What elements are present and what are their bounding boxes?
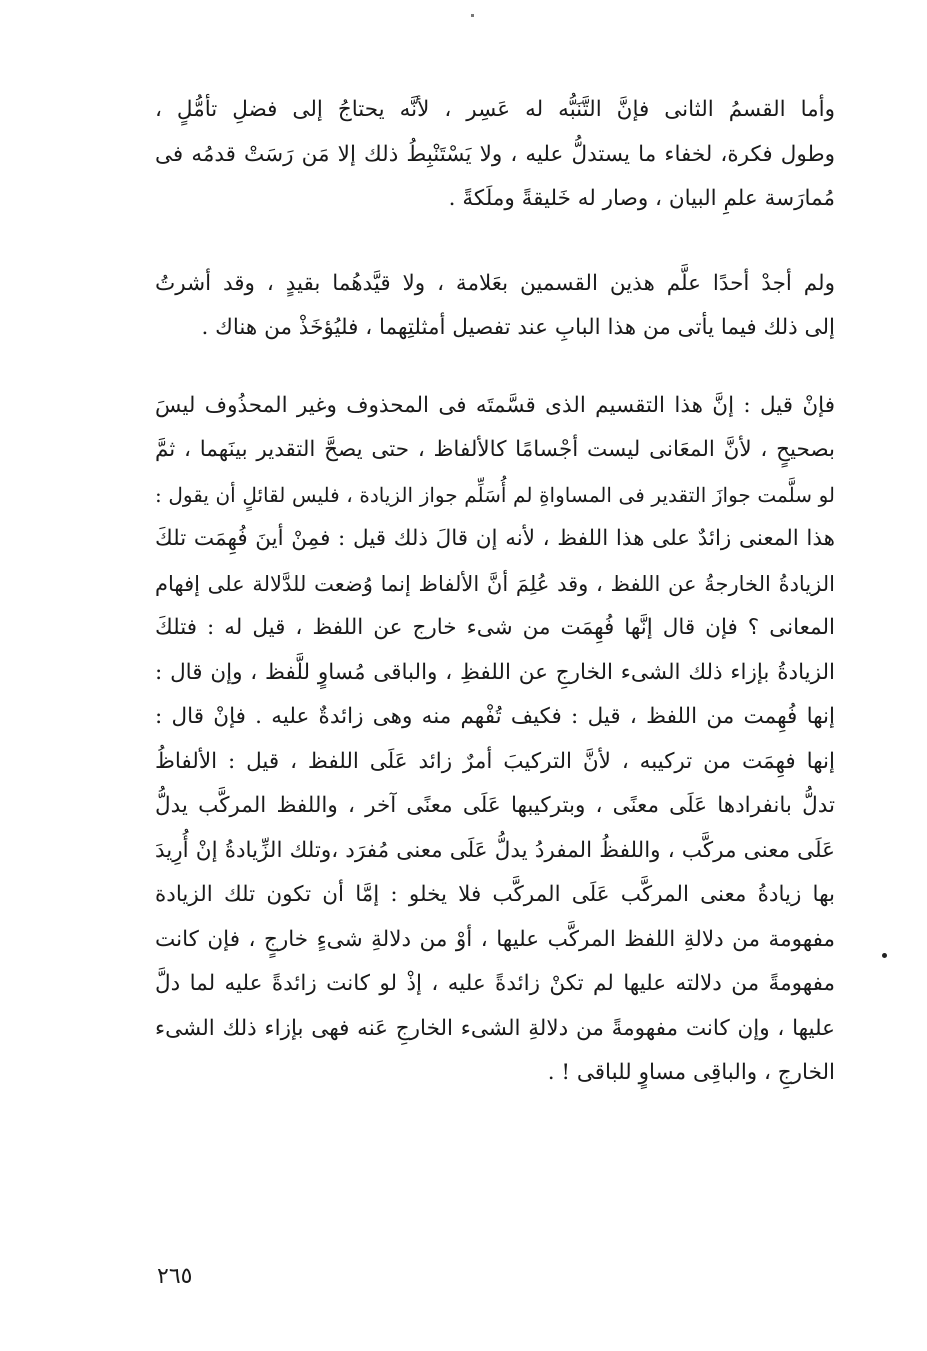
text-line: المعانى ؟ فإن قال إنَّها فُهِمَت من شىء خارج عن اللفظ ، قيل له : فتلكَ (155, 615, 835, 640)
text-line: مفهومة من دلالةِ اللفظ المركَّب عليها ، أوْ من دلالةِ شىءٍ خارجٍ ، فإن كانت (155, 926, 835, 952)
text-line: عليها ، وإن كانت مفهومةً من دلالةِ الشىء الخارجِ عَنه فهى بإزاء ذلك الشىء (155, 1015, 835, 1041)
scan-speck (471, 14, 474, 17)
text-line: بها زيادةُ معنى المركَّب عَلَى المركَّب فلا يخلو : إمَّا أن تكون تلك الزيادة (155, 882, 835, 907)
page-body (155, 88, 835, 1096)
text-line: لو سلَّمت جوازَ التقدير فى المساواةِ لم أُسَلِّم جواز الزيادة ، فليس لقائلٍ أن يقول : (155, 482, 835, 507)
text-line: وطول فكرة، لخفاء ما يستدلُّ عليه ، ولا يَسْتَنْبِطُ ذلك إلا مَن رَسَتْ قدمُه فى (155, 141, 835, 167)
page-number: ٢٦٥ (157, 1264, 193, 1289)
paragraph-gap (155, 222, 835, 262)
text-line: إنها فهِمَت من تركيبه ، لأنَّ التركيبَ أمرٌ زائد عَلَى اللفظ ، قيل : الألفاظُ (155, 748, 835, 774)
text-line: بصحيحٍ ، لأنَّ المعَانى ليست أجْسامًا كالألفاظ ، حتى يصحَّ التقدير بينَهما ، ثمَّ (155, 437, 835, 462)
text-line: الزيادةُ الخارجةُ عن اللفظ ، وقد عُلِمَ أنَّ الألفاظ إنما وُضعت للدَّلالة على إفهام (155, 571, 835, 596)
paragraph-2 (155, 262, 835, 351)
text-line: مفهومةً من دلالته عليها لم تكنْ زائدةً عليه ، إذْ لو كانت زائدةً عليه لما دلَّ (155, 971, 835, 996)
paragraph-1 (155, 88, 835, 222)
text-line: الخارجِ ، والباقِى مساوٍ للباقى ! . (547, 1060, 835, 1085)
paragraph-3 (155, 384, 835, 1096)
text-line: ولم أجدْ أحدًا علَّم هذين القسمين بعَلامة ، ولا قيَّدهُما بقيدٍ ، وقد أشرتُ (155, 270, 835, 296)
text-line: فإنْ قيل : إنَّ هذا التقسيم الذى قسَّمتَه فى المحذوف وغير المحذُوف ليسَ (155, 392, 835, 418)
text-line: الزيادةُ بإزاء ذلك الشىء الخارجِ عن اللفظِ ، والباقى مُساوٍ للَّفظ ، وإن قال : (155, 659, 835, 685)
text-line: تدلُّ بانفرادها عَلَى معنًى ، وبتركيبها عَلَى معنًى آخر ، واللفظ المركَّب يدلُّ (155, 793, 835, 818)
text-line: عَلَى معنى مركَّب ، واللفظُ المفردُ يدلُّ عَلَى معنى مُفرَد ،وتلك الزِّيادةُ إنْ أُرِيدَ (155, 837, 835, 863)
text-line: إلى ذلك فيما يأتى من هذا البابِ عند تفصيل أمثلتِهما ، فليُؤخَذْ من هناك . (201, 315, 835, 340)
paragraph-gap (155, 351, 835, 384)
text-line: مُمارَسة علمِ البيان ، وصار له خَليقةً وملَكةً . (448, 186, 835, 211)
margin-mark (882, 953, 887, 958)
text-line: وأما القسمُ الثانى فإنَّ التَّنَبُّه له عَسِر ، لأنَّه يحتاجُ إلى فضلِ تأمُّلٍ ، (155, 97, 835, 122)
text-line: إنها فُهِمت من اللفظ ، قيل : فكيف تُفْهم منه وهى زائدةٌ عليه . فإنْ قال : (155, 704, 835, 729)
text-line: هذا المعنى زائدٌ على هذا اللفظ ، لأنه إن قالَ ذلك قيل : فمِنْ أينَ فُهِمَت تلكَ (155, 526, 835, 551)
